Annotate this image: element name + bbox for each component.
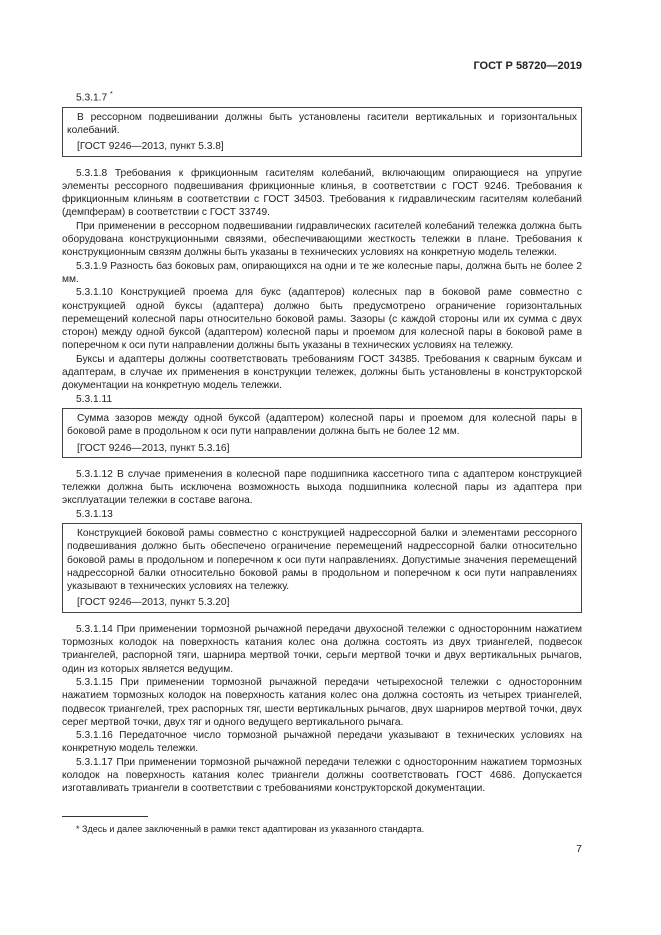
footnote: * Здесь и далее заключенный в рамки текст адаптирован из указанного стандарта. [76,824,425,834]
quoted-text: Сумма зазоров между одной буксой (адаптером) колесной пары и проемом для колесной пары в боковой раме в продольном к оси пути направлении должна быть не более 12 мм. [67,412,577,438]
clause-5-3-1-13-number: 5.3.1.13 [76,508,113,520]
clause-5-3-1-7-number: 5.3.1.7 * [76,91,113,104]
clause-5-3-1-9: 5.3.1.9 Разность баз боковых рам, опирающихся на одни и те же колесные пары, должна быть не более 2 мм. [62,260,582,285]
clause-5-3-1-16: 5.3.1.16 Передаточное число тормозной рычажной передачи указывают в технических условиях на конкретную модель тележки. [62,730,582,755]
quoted-box-5-3-1-7 [62,107,582,157]
clause-5-3-1-10-paragraph-1: 5.3.1.10 Конструкцией проема для букс (адаптеров) колесных пар в боковой раме совместно с конструкцией одной буксы (адаптера) должно быть предусмотрено ограничение горизонтальных перемещений колесной пары относительно боковой рамы. Зазоры (с каждой стороны или их сумма с двух сторон) между одной буксой (адаптером) колесной пары и проемом для колесной пары в боковой раме в поперечном к оси пути направлении должны быть указаны в технических условиях на тележку. [62,287,582,352]
clause-5-3-1-12: 5.3.1.12 В случае применения в колесной паре подшипника кассетного типа с адаптером конструкцией тележки должна быть исключена возможность выхода подшипника колесной пары из адаптера при эксплуатации тележки в составе вагона. [62,468,582,507]
clause-5-3-1-14: 5.3.1.14 При применении тормозной рычажной передачи двухосной тележки с односторонним нажатием тормозных колодок на поверхность катания колес она должна состоять из двух триангелей, подвесок триангелей, распорной тяги, шарнира мертвой точки, серьги мертвой точки и двух вертикальных рычагов, один из которых является ведущим. [62,623,582,675]
clause-5-3-1-17: 5.3.1.17 При применении тормозной рычажной передачи тележки с односторонним нажатием тормозных колодок на поверхность катания колес триангели должны соответствовать ГОСТ 4686. Допускается изготавливать триангели в соответствии с требованиями конструкторской документации. [62,756,582,795]
footnote-divider [62,816,148,817]
main-content [62,88,582,796]
clause-5-3-1-8-paragraph-1: 5.3.1.8 Требования к фрикционным гасителям колебаний, включающим опирающиеся на упругие элементы рессорного подвешивания фрикционные клинья, в соответствии с ГОСТ 9246. Требования к фрикционным клиньям в соответствии с ГОСТ 34503. Требования к гидравлическим гасителям колебаний (демпферам) в соответствии с ГОСТ 33749. [62,167,582,219]
clause-5-3-1-15: 5.3.1.15 При применении тормозной рычажной передачи четырехосной тележки с односторонним нажатием тормозных колодок на поверхность катания колес она должна состоять из четырех триангелей, подвесок триангелей, трех распорных тяг, шести вертикальных рычагов, двух шарниров мертвой точки, двух серег мертвой точки, двух тяг и одного ведущего вертикального рычага. [62,676,582,728]
clause-5-3-1-8-paragraph-2: При применении в рессорном подвешивании гидравлических гасителей колебаний тележка должна быть оборудована конструкционными связями, обеспечивающими жесткость тележки в плане. Требования к конструкционным связям должны быть указаны в технических условиях на конкретную модель тележки. [62,220,582,259]
quoted-text: В рессорном подвешивании должны быть установлены гасители вертикальных и горизонтальных колебаний. [67,111,577,136]
clause-5-3-1-11-number: 5.3.1.11 [76,393,113,405]
quoted-reference: [ГОСТ 9246—2013, пункт 5.3.16] [77,442,230,454]
page-number: 7 [576,843,582,855]
clause-5-3-1-10-paragraph-2: Буксы и адаптеры должны соответствовать требованиям ГОСТ 34385. Требования к сварным буксам и адаптерам, в случае их применения в конструкции тележек, должны быть установлены в конструкторской документации на конкретную модель тележки. [62,353,582,392]
quoted-text: Конструкцией боковой рамы совместно с конструкцией надрессорной балки и элементами рессорного подвешивания должно быть обеспечено ограничение перемещений надрессорной балки относительно боковой рамы в продольном и поперечном к оси пути направлениях. Допустимые значения перемещений надрессорной балки относительно боковой рамы в продольном и поперечном к оси пути направлениях указывают в технических условиях на тележку. [67,528,577,593]
document-header: ГОСТ Р 58720—2019 [473,60,582,72]
footnote-mark: * [110,91,113,98]
quoted-box-5-3-1-11 [62,408,582,458]
quoted-reference: [ГОСТ 9246—2013, пункт 5.3.8] [77,141,224,153]
quoted-box-5-3-1-13 [62,523,582,613]
quoted-reference: [ГОСТ 9246—2013, пункт 5.3.20] [77,597,230,609]
